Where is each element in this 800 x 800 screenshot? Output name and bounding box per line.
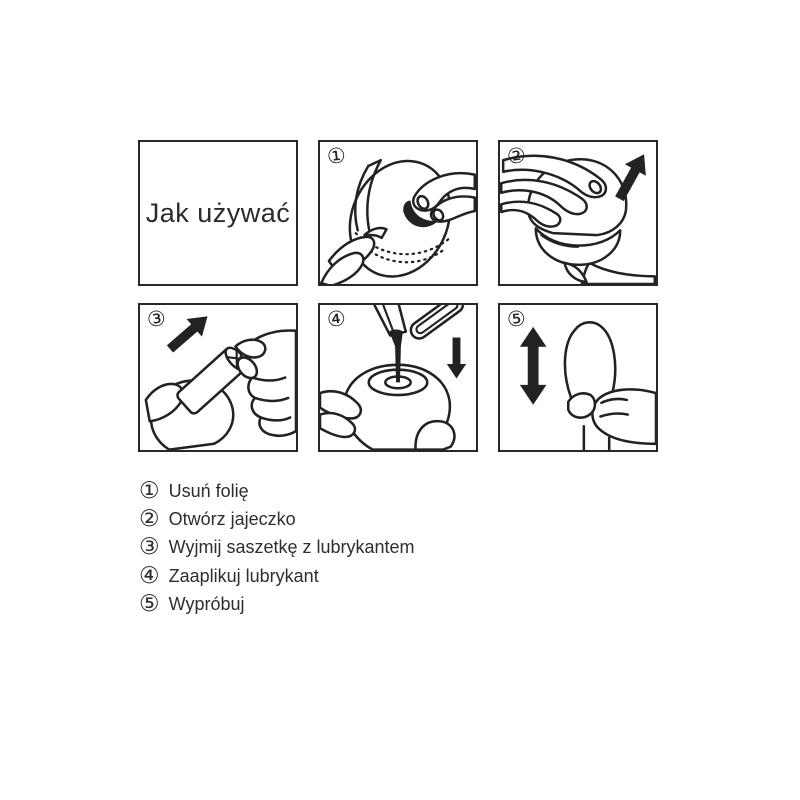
- list-item-step-3: [139, 534, 415, 562]
- panel-step-1: [318, 140, 478, 286]
- wrist: [582, 263, 655, 284]
- instruction-panels-grid: [138, 140, 658, 452]
- step-5-list-label: Wypróbuj: [168, 594, 245, 615]
- step-1-circled-number: ①: [325, 142, 348, 170]
- step-2-list-number: ②: [139, 506, 160, 533]
- panel-title: [138, 140, 298, 286]
- step-4-list-label: Zaaplikuj lubrykant: [168, 565, 319, 586]
- step-5-circled-number: ⑤: [505, 305, 528, 333]
- panel-step-3: [138, 303, 298, 452]
- step-2-circled-number: ②: [505, 142, 528, 170]
- panel-step-4: [318, 303, 478, 452]
- page-title: Jak używać: [145, 197, 291, 228]
- step-1-list-number: ①: [139, 477, 160, 504]
- thumb: [568, 393, 595, 417]
- step-3-circled-number: ③: [145, 305, 168, 333]
- step-1-list-label: Usuń folię: [168, 480, 249, 501]
- step-2-list-label: Otwórz jajeczko: [168, 509, 296, 530]
- step-3-list-label: Wyjmij saszetkę z lubrykantem: [168, 537, 415, 558]
- list-item-step-1: [139, 477, 415, 505]
- arrow-up-down-icon: [520, 327, 547, 405]
- arrow-down-icon: [447, 337, 466, 378]
- step-4-list-number: ④: [139, 562, 160, 589]
- step-5-list-number: ⑤: [139, 591, 160, 618]
- left-pinch-finger-2: [321, 253, 363, 284]
- list-item-step-4: [139, 562, 415, 590]
- sachet-torn-strip: [408, 305, 467, 342]
- arrow-up-right-icon: [162, 308, 215, 358]
- panel-step-2: [498, 140, 658, 286]
- step-4-circled-number: ④: [325, 305, 348, 333]
- list-item-step-5: [139, 591, 415, 619]
- step-3-list-number: ③: [139, 534, 160, 561]
- list-item-step-2: [139, 505, 415, 533]
- panel-step-5: [498, 303, 658, 452]
- step-list: [139, 477, 415, 619]
